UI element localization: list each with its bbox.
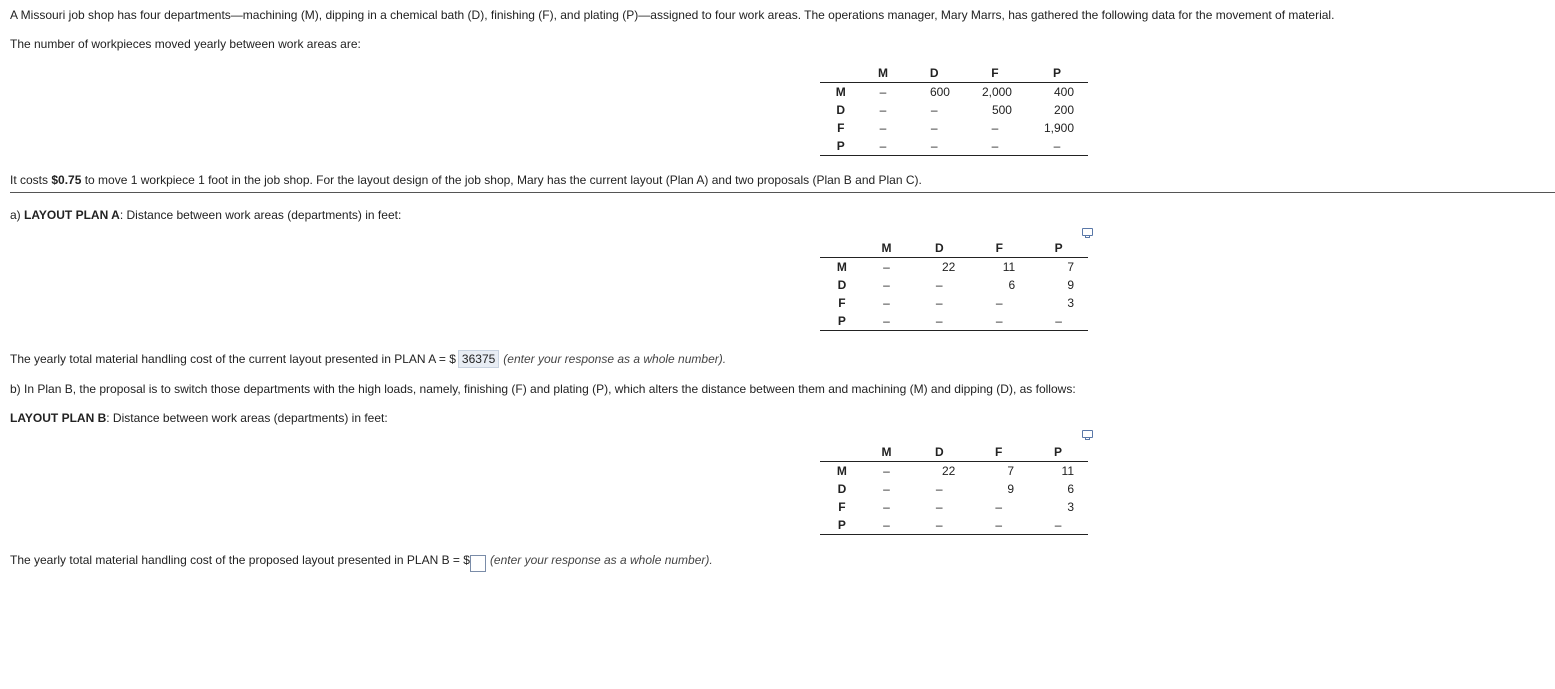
plan-a-table <box>820 239 1088 331</box>
plan-b-intro-text: b) In Plan B, the proposal is to switch those departments with the high loads, namely, finishing (F) and plating (P), which alters the distance between them and machining (M) and dipping (D), as follows: <box>10 382 1076 396</box>
plan-a-table-cell: 11 <box>1002 260 1016 274</box>
plan-a-table-cell: 7 <box>1067 260 1074 274</box>
plan-b-table-row-header: M <box>836 464 847 478</box>
loads-table-col-header: D <box>929 66 939 80</box>
cost-text-post: to move 1 workpiece 1 foot in the job shop. For the layout design of the job shop, Mary has the current layout (Plan A) and two proposals (Plan B and Plan C). <box>81 173 922 187</box>
plan-b-table-col-header: F <box>995 445 1003 459</box>
plan-a-answer-line <box>10 350 726 368</box>
cost-text <box>10 173 922 187</box>
plan-b-table-cell: – <box>883 482 890 496</box>
plan-a-table-row-header: F <box>838 296 846 310</box>
plan-b-table-cell: 22 <box>941 464 956 478</box>
loads-table-cell: – <box>879 85 887 99</box>
plan-a-table-col-header: P <box>1054 241 1063 255</box>
plan-b-table-cell: – <box>883 464 890 478</box>
loads-table-cell: – <box>1053 139 1061 153</box>
loads-table-cell: – <box>930 103 938 117</box>
loads-table-row <box>820 137 1088 156</box>
divider <box>10 192 1555 193</box>
plan-b-rest: : Distance between work areas (departments) in feet: <box>106 411 388 425</box>
loads-table-cell: – <box>930 139 938 153</box>
plan-b-table-row-header: F <box>838 500 846 514</box>
copy-icon[interactable] <box>1082 228 1093 236</box>
plan-a-table-row-header: D <box>837 278 847 292</box>
loads-table-cell: 200 <box>1053 103 1074 117</box>
plan-a-table-row <box>820 294 1088 312</box>
loads-table-col-header: P <box>1052 66 1061 80</box>
loads-table-cell: 600 <box>929 85 950 99</box>
loads-table-row <box>820 83 1088 102</box>
plan-b-table-corner <box>820 443 864 462</box>
plan-a-table-cell: – <box>883 314 890 328</box>
loads-table-row <box>820 119 1088 137</box>
loads-table-col-header: M <box>877 66 888 80</box>
plan-b-answer-line <box>10 553 713 572</box>
plan-a-table-cell: – <box>935 314 943 328</box>
plan-b-table-cell: 3 <box>1067 500 1074 514</box>
loads-table-cell: 400 <box>1053 85 1074 99</box>
loads-table-cell: – <box>930 121 938 135</box>
plan-a-prefix: a) <box>10 208 25 222</box>
plan-a-table-cell: 9 <box>1067 278 1074 292</box>
cost-amount: $0.75 <box>51 173 82 187</box>
plan-a-table-cell: – <box>995 296 1003 310</box>
plan-a-table-row <box>820 276 1088 294</box>
plan-a-table-row <box>820 258 1088 277</box>
loads-table-cell: – <box>879 139 887 153</box>
plan-b-table-cell: – <box>935 518 943 532</box>
plan-b-table-row <box>820 498 1088 516</box>
cost-text-pre: It costs <box>10 173 52 187</box>
plan-a-table-cell: 6 <box>1008 278 1016 292</box>
loads-table-cell: – <box>879 121 887 135</box>
plan-b-table-col-header: P <box>1054 445 1063 459</box>
plan-a-table-cell: 3 <box>1067 296 1074 310</box>
plan-a-rest: : Distance between work areas (departments) in feet: <box>119 208 402 222</box>
loads-table-corner <box>820 64 861 83</box>
plan-b-table-cell: – <box>883 500 890 514</box>
plan-a-table-cell: – <box>883 296 890 310</box>
loads-table-row-header: F <box>837 121 845 135</box>
plan-b-table-cell: – <box>935 482 943 496</box>
plan-a-title: LAYOUT PLAN A <box>24 208 120 222</box>
plan-b-table-cell: – <box>995 518 1003 532</box>
plan-a-answer-hint: (enter your response as a whole number). <box>503 352 727 366</box>
plan-b-table <box>820 443 1088 535</box>
plan-a-table-cell: – <box>935 278 943 292</box>
plan-b-answer-hint: (enter your response as a whole number). <box>489 553 713 567</box>
plan-a-answer-label: The yearly total material handling cost of the current layout presented in PLAN A = $ <box>10 352 456 366</box>
plan-a-table-row-header: P <box>837 314 846 328</box>
plan-a-table-col-header: F <box>995 241 1003 255</box>
plan-a-heading <box>10 208 401 222</box>
loads-table <box>820 64 1088 156</box>
plan-a-answer-value[interactable]: 36375 <box>458 350 499 368</box>
plan-b-table-row <box>820 480 1088 498</box>
loads-table-row-header: P <box>836 139 845 153</box>
plan-b-table-cell: 9 <box>1007 482 1015 496</box>
plan-b-table-row <box>820 462 1088 481</box>
plan-b-table-cell: – <box>995 500 1003 514</box>
plan-b-answer-input[interactable] <box>470 555 486 572</box>
plan-b-table-col-header: M <box>881 445 892 459</box>
loads-intro-text: The number of workpieces moved yearly between work areas are: <box>10 37 361 51</box>
plan-a-table-cell: 22 <box>941 260 956 274</box>
plan-a-table-col-header: D <box>934 241 944 255</box>
plan-a-table-cell: – <box>883 278 890 292</box>
plan-b-title: LAYOUT PLAN B <box>10 411 107 425</box>
plan-a-table-cell: – <box>1055 314 1062 328</box>
plan-a-table-cell: – <box>883 260 890 274</box>
plan-a-table-col-header: M <box>881 241 892 255</box>
plan-b-heading <box>10 411 388 425</box>
plan-b-table-cell: 7 <box>1007 464 1015 478</box>
loads-table-cell: 1,900 <box>1043 121 1074 135</box>
plan-b-table-row-header: P <box>837 518 846 532</box>
plan-b-table-row <box>820 516 1088 535</box>
loads-table-cell: 2,000 <box>981 85 1012 99</box>
plan-b-table-row-header: D <box>837 482 847 496</box>
plan-b-table-col-header: D <box>934 445 944 459</box>
intro-text: A Missouri job shop has four departments—machining (M), dipping in a chemical bath (D), finishing (F), and plating (P)—assigned to four work areas. The operations manager, Mary Marrs, has gathered the following data for the movement of material. <box>10 8 1335 22</box>
plan-b-answer-label: The yearly total material handling cost of the proposed layout presented in PLAN B = $ <box>10 553 470 567</box>
loads-table-cell: – <box>991 139 999 153</box>
copy-icon[interactable] <box>1082 430 1093 438</box>
plan-a-table-row-header: M <box>836 260 847 274</box>
plan-a-table-cell: – <box>995 314 1003 328</box>
plan-b-table-cell: – <box>1054 518 1062 532</box>
loads-table-cell: 500 <box>991 103 1012 117</box>
plan-b-table-cell: – <box>935 500 943 514</box>
loads-table-row <box>820 101 1088 119</box>
plan-a-table-row <box>820 312 1088 331</box>
plan-a-table-cell: – <box>935 296 943 310</box>
loads-table-cell: – <box>879 103 887 117</box>
loads-table-cell: – <box>991 121 999 135</box>
plan-b-table-cell: 6 <box>1067 482 1074 496</box>
loads-table-row-header: D <box>836 103 846 117</box>
plan-b-table-cell: – <box>883 518 890 532</box>
loads-table-col-header: F <box>991 66 999 80</box>
plan-b-table-cell: 11 <box>1061 464 1074 478</box>
plan-a-table-corner <box>820 239 864 258</box>
loads-table-row-header: M <box>835 85 846 99</box>
